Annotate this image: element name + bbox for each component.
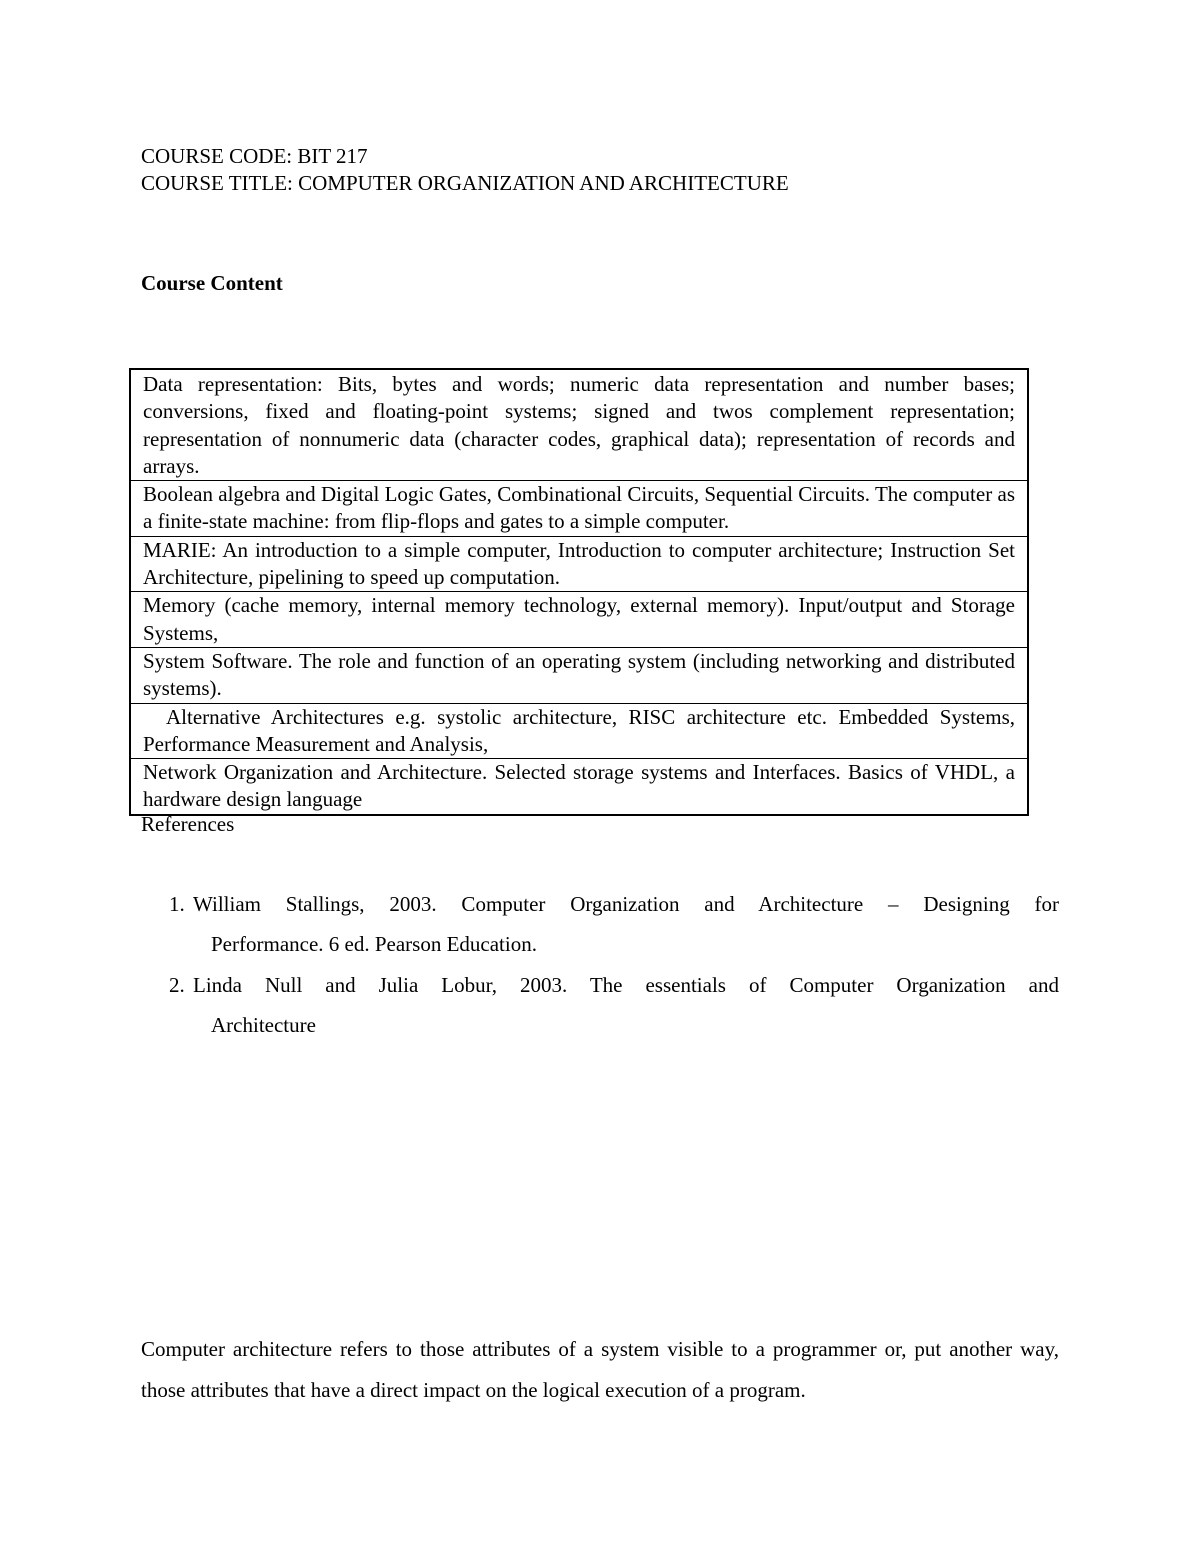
table-cell: Boolean algebra and Digital Logic Gates, Combinational Circuits, Sequential Circuits. The computer as a finite-state machine: from flip-flops and gates to a simple computer. bbox=[130, 481, 1028, 537]
reference-number: 2. bbox=[169, 973, 185, 997]
course-content-table bbox=[129, 368, 1029, 816]
table-row bbox=[130, 536, 1028, 592]
table-row bbox=[130, 703, 1028, 759]
reference-line: Linda Null and Julia Lobur, 2003. The essentials of Computer Organization and bbox=[193, 973, 1059, 997]
reference-list bbox=[141, 884, 1059, 1046]
table-row bbox=[130, 647, 1028, 703]
course-title: COURSE TITLE: COMPUTER ORGANIZATION AND ARCHITECTURE bbox=[141, 171, 789, 195]
reference-line: Performance. 6 ed. Pearson Education. bbox=[211, 932, 537, 956]
table-cell: Alternative Architectures e.g. systolic architecture, RISC architecture etc. Embedded Systems, Performance Measurement and Analysis, bbox=[130, 703, 1028, 759]
list-item bbox=[141, 884, 1059, 964]
table-cell: Data representation: Bits, bytes and words; numeric data representation and number bases; conversions, fixed and floating-point systems; signed and twos complement representation; representation of nonnumeric data (character codes, graphical data); representation of records and arrays. bbox=[130, 369, 1028, 481]
reference-line: William Stallings, 2003. Computer Organization and Architecture – Designing for bbox=[193, 892, 1059, 916]
section-heading: Course Content bbox=[141, 271, 283, 295]
table-cell: MARIE: An introduction to a simple computer, Introduction to computer architecture; Instruction Set Architecture, pipelining to speed up computation. bbox=[130, 536, 1028, 592]
table-row bbox=[130, 481, 1028, 537]
table-cell: System Software. The role and function of an operating system (including networking and distributed systems). bbox=[130, 647, 1028, 703]
reference-line: Architecture bbox=[211, 1013, 316, 1037]
table-cell: Network Organization and Architecture. Selected storage systems and Interfaces. Basics of VHDL, a hardware design language bbox=[130, 759, 1028, 815]
table-row bbox=[130, 592, 1028, 648]
definition-paragraph: Computer architecture refers to those attributes of a system visible to a programmer or, put another way, those attributes that have a direct impact on the logical execution of a program. bbox=[141, 1337, 1059, 1402]
list-item bbox=[141, 965, 1059, 1045]
table-row bbox=[130, 759, 1028, 815]
table-row bbox=[130, 369, 1028, 481]
table-cell: Memory (cache memory, internal memory technology, external memory). Input/output and Storage Systems, bbox=[130, 592, 1028, 648]
references-label: References bbox=[141, 812, 235, 836]
course-code: COURSE CODE: BIT 217 bbox=[141, 144, 368, 168]
reference-number: 1. bbox=[169, 892, 185, 916]
